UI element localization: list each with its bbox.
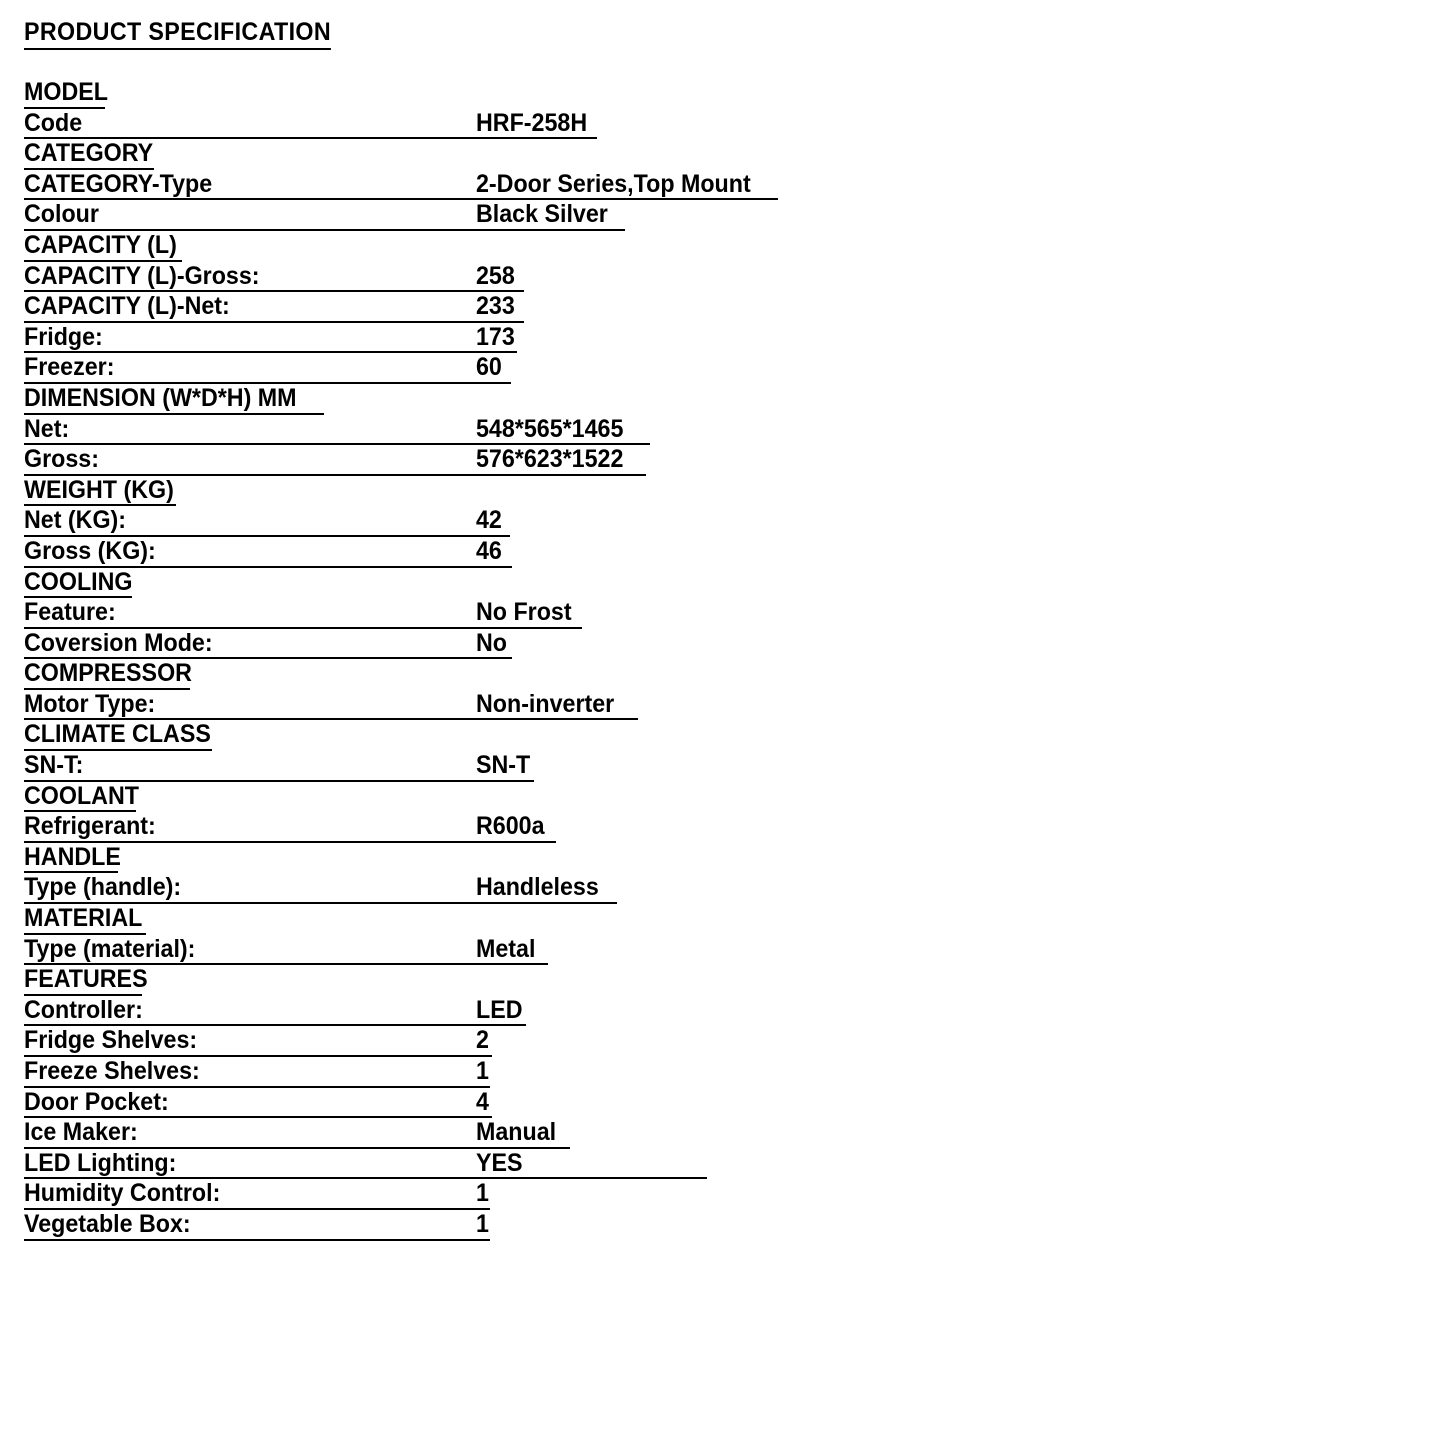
row-underline — [24, 629, 512, 660]
row-underline — [24, 781, 139, 813]
section-label: COMPRESSOR — [24, 659, 192, 688]
spec-label: CAPACITY (L)-Gross: — [24, 261, 260, 290]
spec-label: Freezer: — [24, 353, 115, 382]
spec-row-led-lighting — [0, 1149, 1440, 1180]
row-underline — [24, 965, 148, 996]
row-underline — [24, 842, 121, 874]
spec-value: 173 — [476, 322, 515, 351]
spec-row-capacity-l-gross — [0, 262, 1440, 293]
spec-row-capacity-l-net — [0, 292, 1440, 323]
spec-label: LED Lighting: — [24, 1148, 177, 1177]
section-header-handle — [0, 843, 1440, 874]
spec-value: 42 — [476, 506, 502, 535]
spec-label: Coversion Mode: — [24, 628, 213, 657]
spec-value: No Frost — [476, 598, 572, 627]
row-underline — [24, 1088, 492, 1119]
spec-label: Code — [24, 108, 83, 137]
row-underline — [24, 384, 324, 415]
spec-label: CAPACITY (L)-Net: — [24, 292, 230, 321]
row-underline — [24, 109, 597, 140]
row-underline — [24, 996, 526, 1027]
spec-value: LED — [476, 995, 523, 1024]
spec-row-type-material — [0, 935, 1440, 966]
section-header-category — [0, 139, 1440, 170]
row-underline — [24, 292, 524, 323]
spec-row-refrigerant — [0, 812, 1440, 843]
section-header-dimension-w-d-h-mm — [0, 384, 1440, 415]
spec-row-door-pocket — [0, 1088, 1440, 1119]
spec-row-sn-t — [0, 751, 1440, 782]
spec-row-category-type — [0, 170, 1440, 201]
spec-row-freezer — [0, 353, 1440, 384]
specification-list — [0, 78, 1440, 1241]
spec-label: Gross: — [24, 445, 99, 474]
section-label: DIMENSION (W*D*H) MM — [24, 383, 297, 412]
page-title: PRODUCT SPECIFICATION — [24, 17, 331, 50]
spec-row-controller — [0, 996, 1440, 1027]
spec-value: 1 — [476, 1057, 489, 1085]
section-header-capacity-l — [0, 231, 1440, 262]
section-label: FEATURES — [24, 965, 148, 994]
spec-label: Humidity Control: — [24, 1179, 221, 1208]
spec-value: SN-T — [476, 751, 531, 780]
section-label: COOLANT — [24, 781, 139, 810]
row-underline — [24, 353, 511, 384]
spec-value: 60 — [476, 353, 502, 382]
spec-label: Net (KG): — [24, 506, 127, 535]
spec-label: Motor Type: — [24, 689, 156, 718]
spec-value: 258 — [476, 261, 515, 290]
spec-row-feature — [0, 598, 1440, 629]
spec-row-freeze-shelves — [0, 1057, 1440, 1088]
spec-row-gross-kg — [0, 537, 1440, 568]
row-underline — [24, 537, 512, 568]
section-header-weight-kg — [0, 476, 1440, 507]
spec-label: Fridge: — [24, 322, 103, 351]
row-underline — [24, 231, 182, 262]
row-underline — [24, 751, 534, 782]
section-header-model — [0, 78, 1440, 109]
row-underline — [24, 262, 524, 293]
spec-label: CATEGORY-Type — [24, 169, 213, 198]
spec-label: Refrigerant: — [24, 812, 156, 841]
spec-label: Net: — [24, 414, 70, 443]
spec-value: Metal — [476, 934, 536, 963]
row-underline — [24, 476, 176, 507]
row-underline — [24, 568, 132, 599]
section-header-coolant — [0, 782, 1440, 813]
row-underline — [24, 445, 646, 476]
spec-value: Black Silver — [476, 200, 608, 229]
row-underline — [24, 1179, 490, 1210]
row-underline — [24, 170, 778, 201]
section-label: CATEGORY — [24, 139, 154, 168]
section-header-cooling — [0, 568, 1440, 599]
spec-row-colour — [0, 200, 1440, 231]
section-label: HANDLE — [24, 842, 121, 871]
spec-row-motor-type — [0, 690, 1440, 721]
row-underline — [24, 720, 212, 751]
row-underline — [24, 1026, 492, 1057]
section-label: WEIGHT (KG) — [24, 475, 174, 504]
spec-row-code — [0, 109, 1440, 140]
spec-value: Handleless — [476, 873, 599, 902]
spec-label: Freeze Shelves: — [24, 1057, 200, 1085]
spec-row-fridge — [0, 323, 1440, 354]
row-underline — [24, 1118, 570, 1149]
spec-label: Type (handle): — [24, 873, 182, 902]
spec-value: Manual — [476, 1118, 557, 1147]
section-header-compressor — [0, 659, 1440, 690]
spec-value: 2-Door Series,Top Mount — [476, 169, 751, 198]
row-underline — [24, 323, 517, 354]
row-underline — [24, 935, 548, 966]
spec-label: Door Pocket: — [24, 1087, 169, 1116]
spec-value: HRF-258H — [476, 108, 588, 137]
spec-value: 1 — [476, 1179, 489, 1208]
row-underline — [24, 904, 146, 935]
spec-label: Controller: — [24, 995, 143, 1024]
spec-label: SN-T: — [24, 751, 84, 780]
section-label: COOLING — [24, 567, 133, 596]
section-header-climate-class — [0, 720, 1440, 751]
row-underline — [24, 690, 638, 721]
row-underline — [24, 139, 154, 170]
row-underline — [24, 598, 582, 629]
row-underline — [24, 200, 625, 231]
spec-value: No — [476, 628, 507, 657]
spec-row-vegetable-box — [0, 1210, 1440, 1241]
row-underline — [24, 812, 556, 843]
spec-label: Type (material): — [24, 934, 196, 963]
spec-row-ice-maker — [0, 1118, 1440, 1149]
section-header-material — [0, 904, 1440, 935]
spec-row-net — [0, 415, 1440, 446]
row-underline — [24, 1210, 490, 1241]
spec-value: 2 — [476, 1026, 489, 1055]
spec-label: Fridge Shelves: — [24, 1026, 198, 1055]
spec-value: 4 — [476, 1087, 489, 1116]
spec-row-coversion-mode — [0, 629, 1440, 660]
section-label: CAPACITY (L) — [24, 230, 177, 259]
row-underline — [24, 415, 650, 446]
row-underline — [24, 78, 108, 109]
spec-label: Vegetable Box: — [24, 1209, 191, 1238]
spec-label: Gross (KG): — [24, 536, 156, 565]
section-label: MATERIAL — [24, 904, 143, 933]
row-underline — [24, 506, 510, 537]
row-underline — [24, 1057, 490, 1088]
spec-label: Ice Maker: — [24, 1118, 138, 1147]
spec-row-fridge-shelves — [0, 1026, 1440, 1057]
section-label: CLIMATE CLASS — [24, 720, 211, 749]
spec-value: YES — [476, 1148, 523, 1177]
spec-row-net-kg — [0, 506, 1440, 537]
section-header-features — [0, 965, 1440, 996]
spec-row-humidity-control — [0, 1179, 1440, 1210]
spec-value: R600a — [476, 812, 545, 841]
spec-label: Feature: — [24, 598, 116, 627]
spec-value: Non-inverter — [476, 689, 615, 718]
section-label: MODEL — [24, 78, 108, 106]
spec-row-gross — [0, 445, 1440, 476]
spec-value: 233 — [476, 292, 515, 321]
spec-value: 576*623*1522 — [476, 445, 624, 474]
spec-value: 46 — [476, 536, 502, 565]
row-underline — [24, 1149, 707, 1180]
row-underline — [24, 659, 190, 690]
spec-value: 548*565*1465 — [476, 414, 624, 443]
spec-label: Colour — [24, 200, 99, 229]
spec-value: 1 — [476, 1209, 489, 1238]
row-underline — [24, 873, 617, 904]
spec-row-type-handle — [0, 873, 1440, 904]
